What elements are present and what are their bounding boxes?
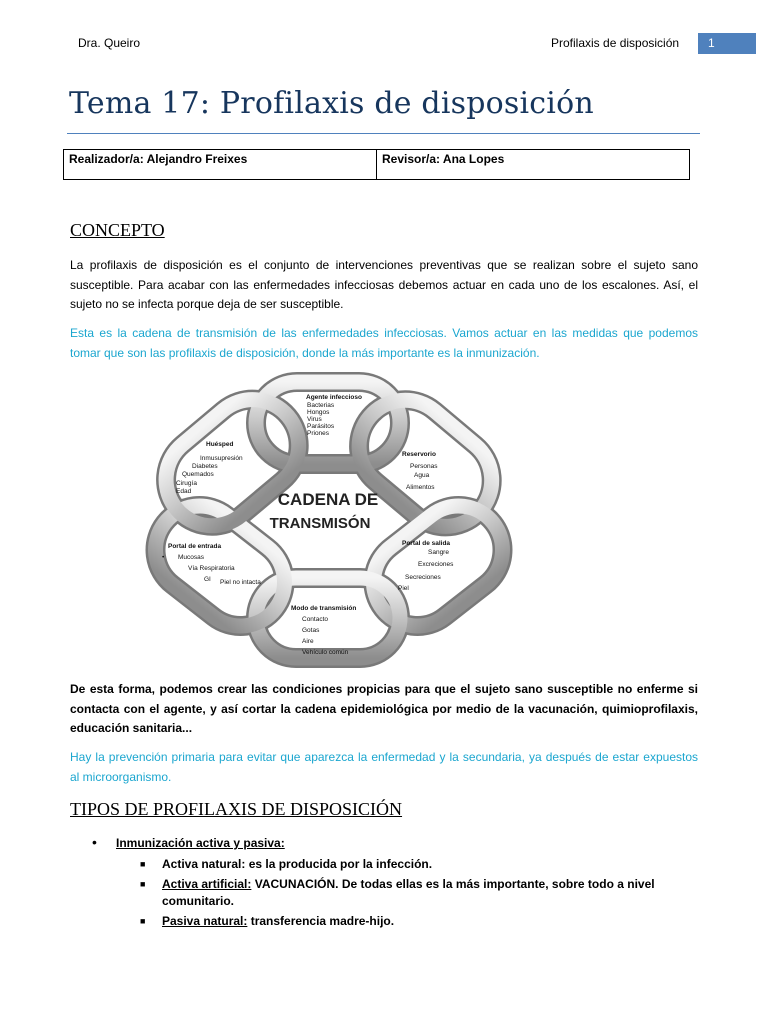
- label-portal-salida: [398, 540, 454, 592]
- svg-text:Gotas: Gotas: [302, 627, 320, 634]
- square-bullet-icon: ■: [140, 859, 146, 869]
- svg-text:Edad: Edad: [176, 488, 192, 495]
- svg-text:Alimentos: Alimentos: [406, 484, 435, 491]
- svg-text:Inmusupresión: Inmusupresión: [200, 455, 243, 462]
- svg-text:Vía Respiratoria: Vía Respiratoria: [188, 565, 235, 572]
- subitem-activa-natural-text: es la producida por la infección.: [245, 857, 433, 871]
- info-table: [63, 149, 690, 180]
- subitem-activa-artificial-label: Activa artificial:: [162, 877, 252, 891]
- svg-text:GI: GI: [204, 576, 211, 583]
- svg-text:Piel: Piel: [398, 585, 409, 592]
- svg-text:Mucosas: Mucosas: [178, 554, 205, 561]
- svg-text:Personas: Personas: [410, 463, 438, 470]
- svg-text:Portal de salida: Portal de salida: [402, 540, 451, 547]
- bullet-dot: •: [92, 834, 97, 850]
- subitem-activa-artificial-text: VACUNACIÓN. De todas ellas es la más importante, sobre todo a nivel comunitario.: [162, 877, 655, 908]
- header-author: Dra. Queiro: [78, 36, 141, 50]
- subitem-pasiva-natural-text: transferencia madre-hijo.: [247, 914, 395, 928]
- square-bullet-icon: ■: [140, 879, 146, 889]
- bullet-inmunizacion-label: Inmunización activa y pasiva:: [116, 836, 285, 850]
- svg-text:Modo de transmisión: Modo de transmisión: [291, 605, 357, 612]
- page-number-badge: 1: [698, 33, 756, 54]
- svg-text:Virus: Virus: [307, 416, 322, 423]
- diagram-center-line2: TRANSMISÓN: [269, 515, 371, 532]
- svg-text:Piel no intacta: Piel no intacta: [220, 579, 261, 586]
- subitem-activa-natural-label: Activa natural:: [162, 857, 246, 871]
- svg-text:Agua: Agua: [414, 472, 430, 479]
- svg-text:Parásitos: Parásitos: [307, 423, 335, 430]
- label-reservorio: [402, 451, 438, 491]
- transmission-chain-diagram: [138, 372, 518, 668]
- svg-text:Sangre: Sangre: [428, 549, 449, 556]
- chain-explanation-paragraph: De esta forma, podemos crear las condiciones propicias para que el sujeto sano susceptible no enferme si contacta con el agente, y así cortar la cadena epidemiológica por medio de la vacunación, quimioprofilaxis, educación sanitaria...: [70, 682, 698, 735]
- square-bullet-icon: ■: [140, 916, 146, 926]
- page-title: Tema 17: Profilaxis de disposición: [69, 86, 594, 121]
- svg-text:Diabetes: Diabetes: [192, 463, 218, 470]
- title-divider: [67, 133, 700, 134]
- prevention-paragraph: Hay la prevención primaria para evitar que aparezca la enfermedad y la secundaria, ya después de estar expuestos al microorganismo.: [70, 750, 698, 784]
- concepto-paragraph-2: Esta es la cadena de transmisión de las enfermedades infecciosas. Vamos actuar en las medidas que podemos tomar que son las profilaxis de disposición, donde la más importante es la inmunización.: [70, 326, 698, 360]
- svg-text:Contacto: Contacto: [302, 616, 329, 623]
- svg-text:Quemados: Quemados: [182, 471, 214, 478]
- svg-text:Excreciones: Excreciones: [418, 561, 454, 568]
- tipos-heading: TIPOS DE PROFILAXIS DE DISPOSICIÓN: [70, 799, 403, 819]
- svg-text:Hongos: Hongos: [307, 409, 330, 416]
- svg-text:•: •: [162, 554, 165, 561]
- revisor-cell: Revisor/a: Ana Lopes: [376, 150, 689, 179]
- svg-text:Bacterias: Bacterias: [307, 402, 335, 409]
- svg-text:Reservorio: Reservorio: [402, 451, 436, 458]
- svg-text:Vehículo común: Vehículo común: [302, 649, 349, 656]
- realizador-cell: Realizador/a: Alejandro Freixes: [69, 152, 248, 166]
- header-doc-title: Profilaxis de disposición: [551, 36, 680, 50]
- concepto-heading: CONCEPTO: [70, 220, 165, 240]
- svg-text:Secreciones: Secreciones: [405, 574, 441, 581]
- concepto-paragraph-1: La profilaxis de disposición es el conjunto de intervenciones preventivas que se realizan sobre el sujeto sano susceptible. Para acabar con las enfermedades infecciosas debemos actuar en cada uno de los escalones. Así, el sujeto no se infecta porque deja de ser susceptible.: [70, 258, 698, 311]
- svg-text:Priones: Priones: [307, 430, 330, 437]
- svg-text:Cirugía: Cirugía: [176, 480, 197, 487]
- subitem-pasiva-natural-label: Pasiva natural:: [162, 914, 248, 928]
- svg-text:Agente infeccioso: Agente infeccioso: [306, 394, 362, 401]
- svg-text:Huésped: Huésped: [206, 441, 234, 448]
- svg-text:Aire: Aire: [302, 638, 314, 645]
- diagram-center-line1: CADENA DE: [277, 490, 379, 509]
- svg-text:Portal de entrada: Portal de entrada: [168, 543, 222, 550]
